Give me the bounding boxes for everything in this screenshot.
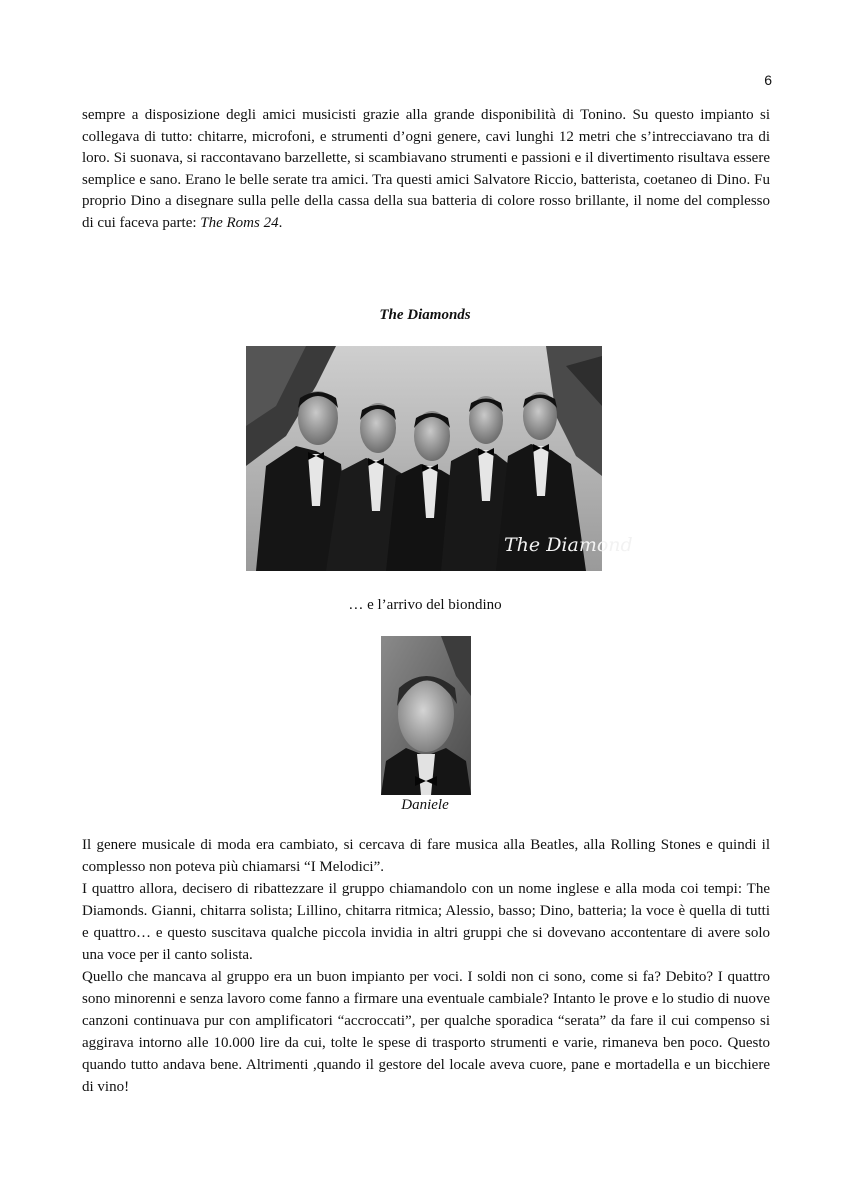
body-text (82, 834, 770, 1098)
band-photo (246, 346, 633, 571)
body-paragraph: Il genere musicale di moda era cambiato, si cercava di fare musica alla Beatles, alla Rolling Stones e quindi il complesso non poteva più chiamarsi “I Melodici”. (82, 837, 770, 875)
intro-text: sempre a disposizione degli amici musicisti grazie alla grande disponibilità di Tonino. Su questo impianto si collegava di tutto: chitarre, microfoni, e strumenti d’ogni genere, cavi lunghi 12 metri che s’intrecciavano tra di loro. Si suonava, si raccontavano barzellette, si scambiavano strumenti e passioni e il divertimento risultava essere semplice e sano. Erano le belle serate tra amici. Tra questi amici Salvatore Riccio, batterista, coetaneo di Dino. Fu proprio Dino a disegnare sulla pelle della cassa della sua batteria di colore rosso brillante, il nome del complesso di cui faceva parte: (82, 107, 770, 231)
page-number: 6 (764, 72, 772, 88)
body-paragraph: I quattro allora, decisero di ribattezzare il gruppo chiamandolo con un nome inglese e alla moda coi tempi: The Diamonds. Gianni, chitarra solista; Lillino, chitarra ritmica; Alessio, basso; Dino, batteria; la voce è quella di tutti e quattro… e questo suscitava qualche piccola invidia in altri gruppi che si dovevano accontentare di avere solo una voce per il canto solista. (82, 881, 770, 963)
arrival-caption: … e l’arrivo del biondino (348, 597, 502, 613)
band-photo-title: The Diamonds (379, 307, 471, 323)
band-name-roms: The Roms 24 (200, 214, 279, 231)
intro-paragraph (82, 105, 770, 234)
intro-end: . (278, 214, 283, 231)
portrait-photo (381, 636, 471, 795)
portrait-caption: Daniele (401, 797, 449, 813)
band-photo-signature: The Diamond (504, 534, 633, 556)
body-paragraph: Quello che mancava al gruppo era un buon impianto per voci. I soldi non ci sono, come si fa? Debito? I quattro sono minorenni e senza lavoro come fanno a firmare una eventuale cambiale? Intanto le prove e lo studio di nuove canzoni continuava pur con amplificatori “accroccati”, per qualche sporadica “serata” da fare il cui compenso si aggirava intorno alle 10.000 lire da cui, tolte le spese di trasporto strumenti e varie, rimaneva ben poco. Questo quando tutto andava bene. Altrimenti ,quando il gestore del locale aveva cuore, pane e mortadella e un bicchiere di vino! (82, 969, 770, 1095)
